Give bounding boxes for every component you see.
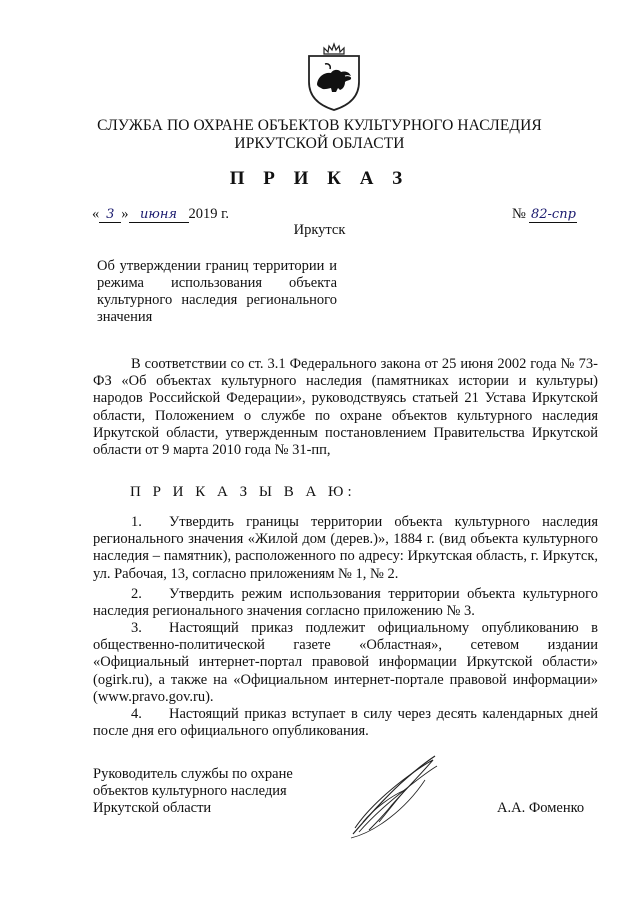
document-type-title: П Р И К А З [229, 168, 410, 189]
agency-name-line2: ИРКУТСКОЙ ОБЛАСТИ [234, 135, 405, 152]
order-item-text: Настоящий приказ вступает в силу через десять календарных дней после дня его официального опубликования. [93, 706, 598, 740]
order-item-number: 3. [131, 620, 142, 636]
city: Иркутск [293, 222, 346, 238]
date-day: 3 [106, 207, 115, 222]
order-item [93, 514, 598, 583]
preamble-paragraph: В соответствии со ст. 3.1 Федерального закона от 25 июня 2002 года № 73-ФЗ «Об объектах культурного наследия (памятниках истории и культуры) народов Российской Федерации», руководствуясь статьей 21 Устава Иркутской области, Положением о службе по охране объектов культурного наследия Иркутской области, утвержденным постановлением Правительства Иркутской области от 9 марта 2010 года № 31-пп, [93, 356, 598, 459]
order-subject: Об утверждении границ территории и режима использования объекта культурного наследия регионального значения [97, 258, 337, 325]
signatory-name: А.А. Фоменко [497, 800, 585, 816]
signatory-position-line: Иркутской области [93, 800, 212, 816]
order-item [93, 586, 598, 620]
signatory-position [93, 766, 313, 817]
order-item-number: 2. [131, 586, 142, 602]
order-number [512, 206, 577, 223]
coat-of-arms-icon [303, 42, 365, 112]
date-month: июня [140, 207, 177, 222]
order-item [93, 706, 598, 740]
signatory-position-line: объектов культурного наследия [93, 783, 287, 799]
order-heading: П Р И К А З Ы В А Ю: [130, 484, 356, 500]
order-date [92, 206, 229, 223]
signatory-position-line: Руководитель службы по охране [93, 766, 293, 782]
number-sign: № [512, 206, 526, 222]
date-quote-open: « [92, 206, 100, 222]
order-item-text: Утвердить режим использования территории объекта культурного наследия регионального значения согласно приложению № 3. [93, 586, 598, 620]
order-item [93, 620, 598, 706]
order-item-number: 4. [131, 706, 142, 722]
date-year: 2019 г. [188, 206, 230, 222]
agency-name-line1: СЛУЖБА ПО ОХРАНЕ ОБЪЕКТОВ КУЛЬТУРНОГО НАСЛЕДИЯ [97, 117, 542, 134]
order-item-number: 1. [131, 514, 142, 530]
order-item-text: Настоящий приказ подлежит официальному опубликованию в общественно-политической газете «Областная», сетевом издании «Официальный интернет-портал правовой информации Иркутской области» (ogirk.ru), а также на «Официальном интернет-портале правовой информации» (www.pravo.gov.ru). [93, 620, 598, 705]
order-number-value: 82-спр [531, 207, 576, 222]
date-quote-close: » [121, 206, 129, 222]
order-item-text: Утвердить границы территории объекта культурного наследия регионального значения «Жилой дом (дерев.)», 1884 г. (вид объекта культурного наследия – памятник), расположенного по адресу: Иркутская область, г. Иркутск, ул. Рабочая, 13, согласно приложениям № 1, № 2. [93, 514, 598, 582]
handwritten-signature-icon [345, 750, 445, 840]
